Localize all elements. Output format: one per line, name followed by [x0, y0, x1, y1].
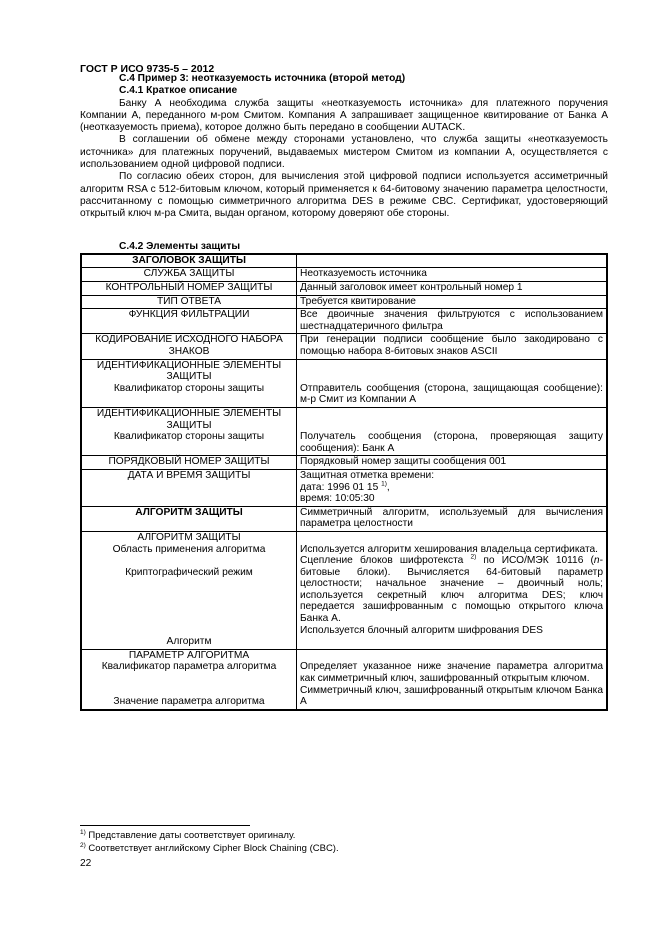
cell-label: КОНТРОЛЬНЫЙ НОМЕР ЗАЩИТЫ [81, 282, 297, 296]
text-run: -битовые блоки). Вычисляется 64-битовый параметр целостности; начальное значение – двоичный ноль; используется секретный ключ алгоритма DES; ключ передается зашифрованным с помощью открытого ключа Банка А. [300, 555, 603, 625]
paragraph-1: Банку А необходима служба защиты «неотказуемость источника» для платежного поручения Компании А, переданного м-ром Смитом. Компания А запрашивает защищенное квитирование от Банка А (неотказуемость приема), которое должно быть передано в сообщении AUTACK. [80, 97, 608, 134]
footnote-ref[interactable]: 2) [470, 553, 477, 561]
cell-value: Все двоичные значения фильтруются с использованием шестнадцатеричного фильтра [297, 309, 608, 334]
cell-value-line [300, 482, 603, 494]
footnote-2 [80, 843, 339, 854]
table-row [81, 531, 607, 649]
cell-label-line: АЛГОРИТМ ЗАЩИТЫ [137, 531, 241, 543]
table-row [81, 456, 607, 470]
cell-spacer [300, 360, 603, 372]
cell-label [81, 359, 297, 407]
text-run: Сцепление блоков шифротекста [300, 555, 464, 567]
footnote-divider [80, 825, 250, 826]
cell-value: Симметричный алгоритм, используемый для вычисления параметра целостности [297, 506, 608, 531]
table-row [81, 506, 607, 531]
cell-value [297, 531, 608, 649]
cell-label: ПОРЯДКОВЫЙ НОМЕР ЗАЩИТЫ [81, 456, 297, 470]
table-header-cell: ЗАГОЛОВОК ЗАЩИТЫ [81, 254, 297, 268]
security-elements-table [80, 253, 608, 711]
cell-spacer [85, 590, 293, 602]
cell-spacer [300, 408, 603, 420]
cell-label [81, 407, 297, 455]
table-row [81, 469, 607, 506]
cell-spacer [85, 685, 293, 697]
table-row [81, 649, 607, 709]
cell-spacer [85, 555, 293, 567]
table-row [81, 359, 607, 407]
footnote-mark: 1) [80, 828, 86, 836]
cell-spacer [85, 601, 293, 613]
table-row [81, 254, 607, 268]
cell-value [297, 359, 608, 407]
page-number: 22 [80, 858, 92, 869]
subsection-title: С.4.1 Краткое описание [119, 85, 238, 97]
cell-value [297, 649, 608, 709]
cell-spacer [300, 650, 603, 662]
cell-value-line: Определяет указанное ниже значение параметра алгоритма как симметричный ключ, зашифрованный открытым ключом. [300, 661, 603, 685]
cell-spacer [85, 578, 293, 590]
date-text: дата: 1996 01 15 [300, 481, 379, 493]
table-row [81, 309, 607, 334]
cell-label: КОДИРОВАНИЕ ИСХОДНОГО НАБОРА ЗНАКОВ [81, 334, 297, 359]
table-row [81, 268, 607, 282]
cell-label: СЛУЖБА ЗАЩИТЫ [81, 268, 297, 282]
text-run: n [593, 555, 600, 567]
cell-spacer [300, 420, 603, 432]
section-title: С.4 Пример 3: неотказуемость источника (второй метод) [119, 73, 406, 84]
table-row [81, 334, 607, 359]
cell-value-line [300, 555, 603, 625]
cell-label-line: Алгоритм [166, 636, 212, 648]
cell-label [81, 649, 297, 709]
cell-spacer [300, 532, 603, 544]
footnote-1 [80, 830, 295, 841]
document-body [80, 73, 608, 711]
cell-spacer [85, 613, 293, 625]
cell-value-text: Отправитель сообщения (сторона, защищающая сообщение): м-р Смит из Компании А [300, 382, 603, 406]
cell-spacer [85, 625, 293, 637]
cell-label-line: Квалификатор параметра алгоритма [101, 661, 277, 673]
cell-label-line: Область применения алгоритма [112, 543, 266, 555]
footnote-mark: 2) [80, 841, 86, 849]
table-row [81, 295, 607, 309]
paragraph-2: В соглашении об обмене между сторонами установлено, что служба защиты «неотказуемость источника» для платежных поручений, выдаваемых мистером Смитом из компании А, осуществляется с использованием одной цифровой подписи. [80, 134, 608, 171]
table-row [81, 407, 607, 455]
cell-value-line: Симметричный ключ, зашифрованный открытым ключом Банка А [300, 684, 603, 708]
table-header-empty-cell [297, 254, 608, 268]
cell-value-line: Используется блочный алгоритм шифрования DES [300, 624, 543, 636]
footnote-text: Представление даты соответствует оригиналу. [85, 830, 296, 841]
cell-value: При генерации подписи сообщение было закодировано с помощью набора 8-битовых знаков ASCII [297, 334, 608, 359]
comma-text: , [386, 481, 390, 493]
cell-label-line: Криптографический режим [125, 566, 253, 578]
cell-value: Порядковый номер защиты сообщения 001 [297, 456, 608, 470]
cell-label: АЛГОРИТМ ЗАЩИТЫ [81, 506, 297, 531]
cell-value: Данный заголовок имеет контрольный номер 1 [297, 282, 608, 296]
cell-value-line: Защитная отметка времени: [300, 469, 435, 481]
cell-value: Требуется квитирование [297, 295, 608, 309]
cell-label-line: ПАРАМЕТР АЛГОРИТМА [128, 649, 250, 661]
document-header: ГОСТ Р ИСО 9735-5 – 2012 [80, 63, 215, 75]
cell-label: ДАТА И ВРЕМЯ ЗАЩИТЫ [81, 469, 297, 506]
cell-value-line: Используется алгоритм хеширования владельца сертификата. [300, 543, 599, 555]
cell-label-line: Квалификатор стороны защиты [113, 431, 265, 443]
cell-label: ФУНКЦИЯ ФИЛЬТРАЦИИ [81, 309, 297, 334]
paragraph-3: По согласию обеих сторон, для вычисления этой цифровой подписи используется ассиметричный алгоритм RSA с 512-битовым ключом, который применяется к 64-битовому значению параметра целостности, рассчитанному с помощью симметричного алгоритма DES в режиме СВС. Сертификат, удостоверяющий открытый ключ м-ра Смита, выдан органом, которому доверяют обе стороны. [80, 171, 608, 220]
cell-value [297, 469, 608, 506]
elements-title: С.4.2 Элементы защиты [119, 240, 241, 252]
cell-label: ТИП ОТВЕТА [81, 295, 297, 309]
footnote-text: Соответствует английскому Cipher Block Chaining (CBC). [85, 843, 339, 854]
cell-label-line: ИДЕНТИФИКАЦИОННЫЕ ЭЛЕМЕНТЫ ЗАЩИТЫ [96, 407, 282, 431]
cell-label-line: Квалификатор стороны защиты [113, 382, 265, 394]
cell-spacer [85, 673, 293, 685]
cell-label-line: ИДЕНТИФИКАЦИОННЫЕ ЭЛЕМЕНТЫ ЗАЩИТЫ [96, 359, 282, 383]
table-row [81, 282, 607, 296]
cell-value-line: время: 10:05:30 [300, 493, 375, 505]
cell-label [81, 531, 297, 649]
cell-spacer [300, 371, 603, 383]
cell-value [297, 407, 608, 455]
text-run: по ИСО/МЭК 10116 ( [476, 555, 594, 567]
cell-value: Неотказуемость источника [297, 268, 608, 282]
cell-label-line: Значение параметра алгоритма [113, 696, 265, 708]
cell-value-text: Получатель сообщения (сторона, проверяющая защиту сообщения): Банк А [300, 431, 603, 454]
footnote-ref[interactable]: 1) [381, 480, 387, 488]
